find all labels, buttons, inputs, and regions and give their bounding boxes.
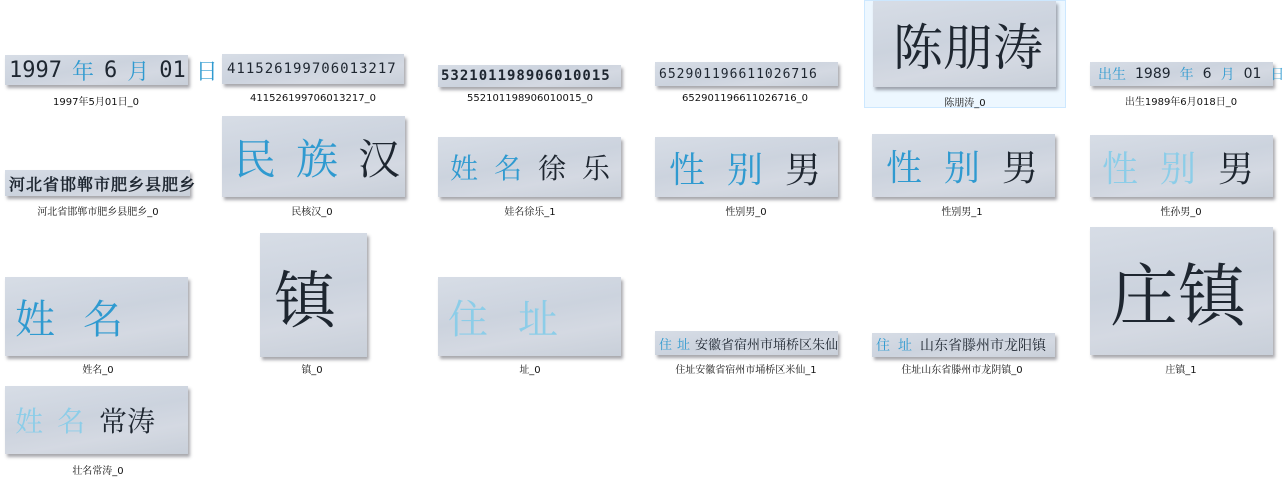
file-name-label: 住址安徽省宿州市埇桥区米仙_1 xyxy=(675,365,817,376)
image-thumbnail xyxy=(655,137,838,197)
thumbnail-text: 乐 xyxy=(582,152,611,185)
file-name-label: 镇_0 xyxy=(301,365,323,376)
file-item[interactable] xyxy=(650,55,840,110)
thumbnail-text: 山东省滕州市龙阳镇 xyxy=(920,338,1046,354)
file-name-label: 姓名_0 xyxy=(82,365,114,376)
image-thumbnail xyxy=(873,1,1056,87)
file-name-label: 性孙男_0 xyxy=(1160,207,1202,218)
file-name-label: 411526199706013217_0 xyxy=(250,93,376,104)
file-item[interactable] xyxy=(1085,130,1277,220)
file-item[interactable] xyxy=(2,165,197,220)
image-thumbnail xyxy=(5,55,218,85)
image-thumbnail xyxy=(222,116,405,197)
thumbnail-text: 性 xyxy=(886,148,923,189)
image-thumbnail xyxy=(438,65,621,87)
thumbnail-text: 性 xyxy=(1102,148,1139,190)
thumbnail-text: 住 xyxy=(876,338,890,354)
file-item[interactable] xyxy=(650,132,842,220)
file-name-label: 壮名常涛_0 xyxy=(72,466,124,477)
file-name-label: 陈朋涛_0 xyxy=(944,98,986,109)
thumbnail-text: 别 xyxy=(1160,148,1197,190)
file-name-label: 河北省邯郸市肥乡县肥乡_0 xyxy=(37,207,159,218)
thumbnail-text: 姓 xyxy=(450,152,479,185)
thumbnail-text: 652901196611026716 xyxy=(659,66,818,82)
image-thumbnail xyxy=(438,277,621,356)
image-thumbnail xyxy=(655,62,838,86)
thumbnail-text: 址 xyxy=(518,297,558,343)
thumbnail-text: 01 xyxy=(159,57,186,83)
thumbnail-text: 性 xyxy=(669,149,706,191)
thumbnail-text: 411526199706013217 xyxy=(227,61,397,77)
thumbnail-text: 名 xyxy=(57,405,86,438)
thumbnail-text: 河北省邯郸市肥乡县肥乡 xyxy=(9,174,197,194)
file-name-label: 性别男_1 xyxy=(941,207,983,218)
thumbnail-text: 日 xyxy=(1270,67,1284,83)
thumbnail-text: 址 xyxy=(898,338,912,354)
file-name-label: 出生1989年6月018日_0 xyxy=(1124,97,1238,108)
file-item[interactable] xyxy=(1085,222,1277,377)
thumbnail-text: 庄镇 xyxy=(1110,257,1247,337)
thumbnail-text: 汉 xyxy=(358,134,401,184)
image-thumbnail xyxy=(1090,62,1284,86)
file-name-label: 民核汉_0 xyxy=(291,207,333,218)
thumbnail-text: 男 xyxy=(1218,148,1255,190)
file-name-label: 性别男_0 xyxy=(725,207,767,218)
thumbnail-text: 1989 xyxy=(1135,66,1171,82)
file-item[interactable] xyxy=(434,272,626,377)
thumbnail-text: 安徽省宿州市埇桥区朱仙 xyxy=(695,337,839,353)
image-thumbnail xyxy=(5,277,188,356)
file-item[interactable] xyxy=(216,228,408,377)
file-name-label: 娃名徐乐_1 xyxy=(504,207,556,218)
thumbnail-text: 01 xyxy=(1243,66,1262,82)
thumbnail-text: 常涛 xyxy=(99,405,156,438)
file-item[interactable] xyxy=(2,272,194,377)
thumbnail-text: 族 xyxy=(296,134,339,184)
image-thumbnail xyxy=(438,137,621,197)
thumbnail-text: 住 xyxy=(659,337,673,353)
file-item[interactable] xyxy=(216,112,408,220)
file-name-label: 652901196611026716_0 xyxy=(682,93,808,104)
thumbnail-text: 月 xyxy=(1220,67,1235,83)
thumbnail-text: 6 xyxy=(1202,66,1212,82)
image-thumbnail xyxy=(872,134,1055,197)
thumbnail-text: 姓 xyxy=(15,297,55,343)
thumbnail-text: 6 xyxy=(104,57,118,83)
thumbnail-text: 址 xyxy=(677,337,691,353)
thumbnail-text: 月 xyxy=(127,59,150,85)
image-thumbnail xyxy=(260,233,367,357)
image-thumbnail xyxy=(655,331,838,355)
thumbnail-text: 别 xyxy=(727,149,764,191)
image-thumbnail xyxy=(1090,227,1273,355)
thumbnail-text: 名 xyxy=(494,152,523,185)
image-thumbnail xyxy=(1090,135,1273,197)
file-item[interactable] xyxy=(864,0,1066,108)
thumbnail-text: 年 xyxy=(71,59,94,85)
thumbnail-text: 1997 xyxy=(9,57,62,83)
file-name-label: 庄镇_1 xyxy=(1165,365,1197,376)
file-item[interactable] xyxy=(866,325,1058,377)
thumbnail-text: 镇 xyxy=(274,263,337,337)
file-item[interactable] xyxy=(1085,55,1284,110)
thumbnail-text: 陈朋涛 xyxy=(893,19,1043,77)
file-item[interactable] xyxy=(218,45,408,110)
file-name-label: 住址山东省滕州市龙阴镇_0 xyxy=(901,365,1023,376)
file-item[interactable] xyxy=(2,380,194,477)
file-name-label: 1997年5月01日_0 xyxy=(53,97,139,108)
thumbnail-text: 出生 xyxy=(1098,67,1126,83)
image-thumbnail xyxy=(5,170,197,196)
file-item[interactable] xyxy=(650,325,842,377)
thumbnail-text: 徐 xyxy=(538,152,567,185)
thumbnail-text: 姓 xyxy=(15,405,44,438)
image-thumbnail xyxy=(872,333,1055,357)
thumbnail-text: 日 xyxy=(195,59,218,85)
thumbnail-text: 532101198906010015 xyxy=(441,68,611,84)
file-item[interactable] xyxy=(434,55,626,110)
image-thumbnail xyxy=(222,54,404,84)
file-name-label: 址_0 xyxy=(519,365,541,376)
file-name-label: 552101198906010015_0 xyxy=(467,93,593,104)
file-item[interactable] xyxy=(866,130,1058,220)
file-item[interactable] xyxy=(2,45,218,110)
thumbnail-text: 民 xyxy=(234,134,277,184)
thumbnail-text: 住 xyxy=(448,297,488,343)
thumbnail-text: 男 xyxy=(785,149,822,191)
image-thumbnail xyxy=(5,386,188,454)
thumbnail-text: 名 xyxy=(83,297,123,343)
thumbnail-text: 年 xyxy=(1179,67,1194,83)
thumbnail-text: 男 xyxy=(1002,148,1039,189)
thumbnail-text: 别 xyxy=(944,148,981,189)
file-item[interactable] xyxy=(434,132,626,220)
